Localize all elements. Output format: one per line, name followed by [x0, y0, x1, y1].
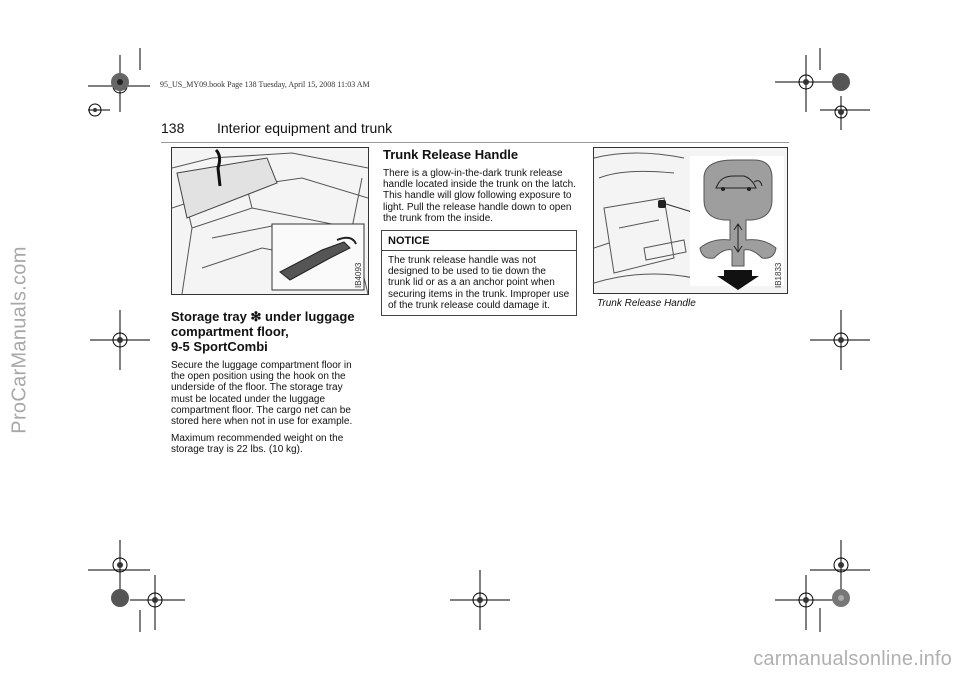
- figure-code: IB4093: [354, 262, 363, 288]
- watermark-left-text: ProCarManuals.com: [8, 246, 31, 434]
- notice-box: [381, 230, 577, 316]
- trunk-release-paragraph: There is a glow-in-the-dark trunk release handle located inside the trunk on the latch. This handle will glow following exposure to light. Pull the release handle down to open the trunk from the inside.: [383, 168, 576, 224]
- notice-text: The trunk release handle was not designed to be used to tie down the trunk lid or as a an anchor point when securing items in the trunk. Improper use of the trunk release could damage it.: [388, 255, 570, 311]
- storage-tray-paragraph-2: Maximum recommended weight on the storage tray is 22 lbs. (10 kg).: [171, 433, 344, 456]
- storage-tray-illustration: [172, 148, 368, 294]
- section-title: Interior equipment and trunk: [217, 120, 393, 136]
- watermark-left: [0, 0, 40, 679]
- storage-tray-paragraph-1: Secure the luggage compartment floor in the open position using the hook on the underside of the floor. The storage tray must be located under the luggage compartment floor. The cargo net can be stored here when not in use for example.: [171, 360, 353, 428]
- trunk-release-figure: [593, 147, 788, 294]
- book-slug: 95_US_MY09.book Page 138 Tuesday, April 15, 2008 11:03 AM: [160, 80, 370, 89]
- storage-tray-heading: Storage tray ❇ under luggage compartment floor, 9-5 SportCombi: [171, 309, 355, 354]
- trunk-release-illustration: [594, 148, 787, 293]
- optional-equipment-icon: ❇: [250, 309, 262, 324]
- trunk-release-section: [383, 147, 577, 224]
- page-number: 138: [161, 120, 185, 136]
- notice-title: NOTICE: [382, 231, 576, 251]
- storage-tray-section: [171, 309, 367, 456]
- running-header: [161, 118, 789, 143]
- figure-caption: Trunk Release Handle: [597, 298, 696, 309]
- figure-code: IB1833: [774, 262, 783, 288]
- trunk-release-heading: Trunk Release Handle: [383, 147, 519, 162]
- storage-tray-figure: [171, 147, 369, 295]
- bottom-watermark: carmanualsonline.info: [753, 648, 952, 670]
